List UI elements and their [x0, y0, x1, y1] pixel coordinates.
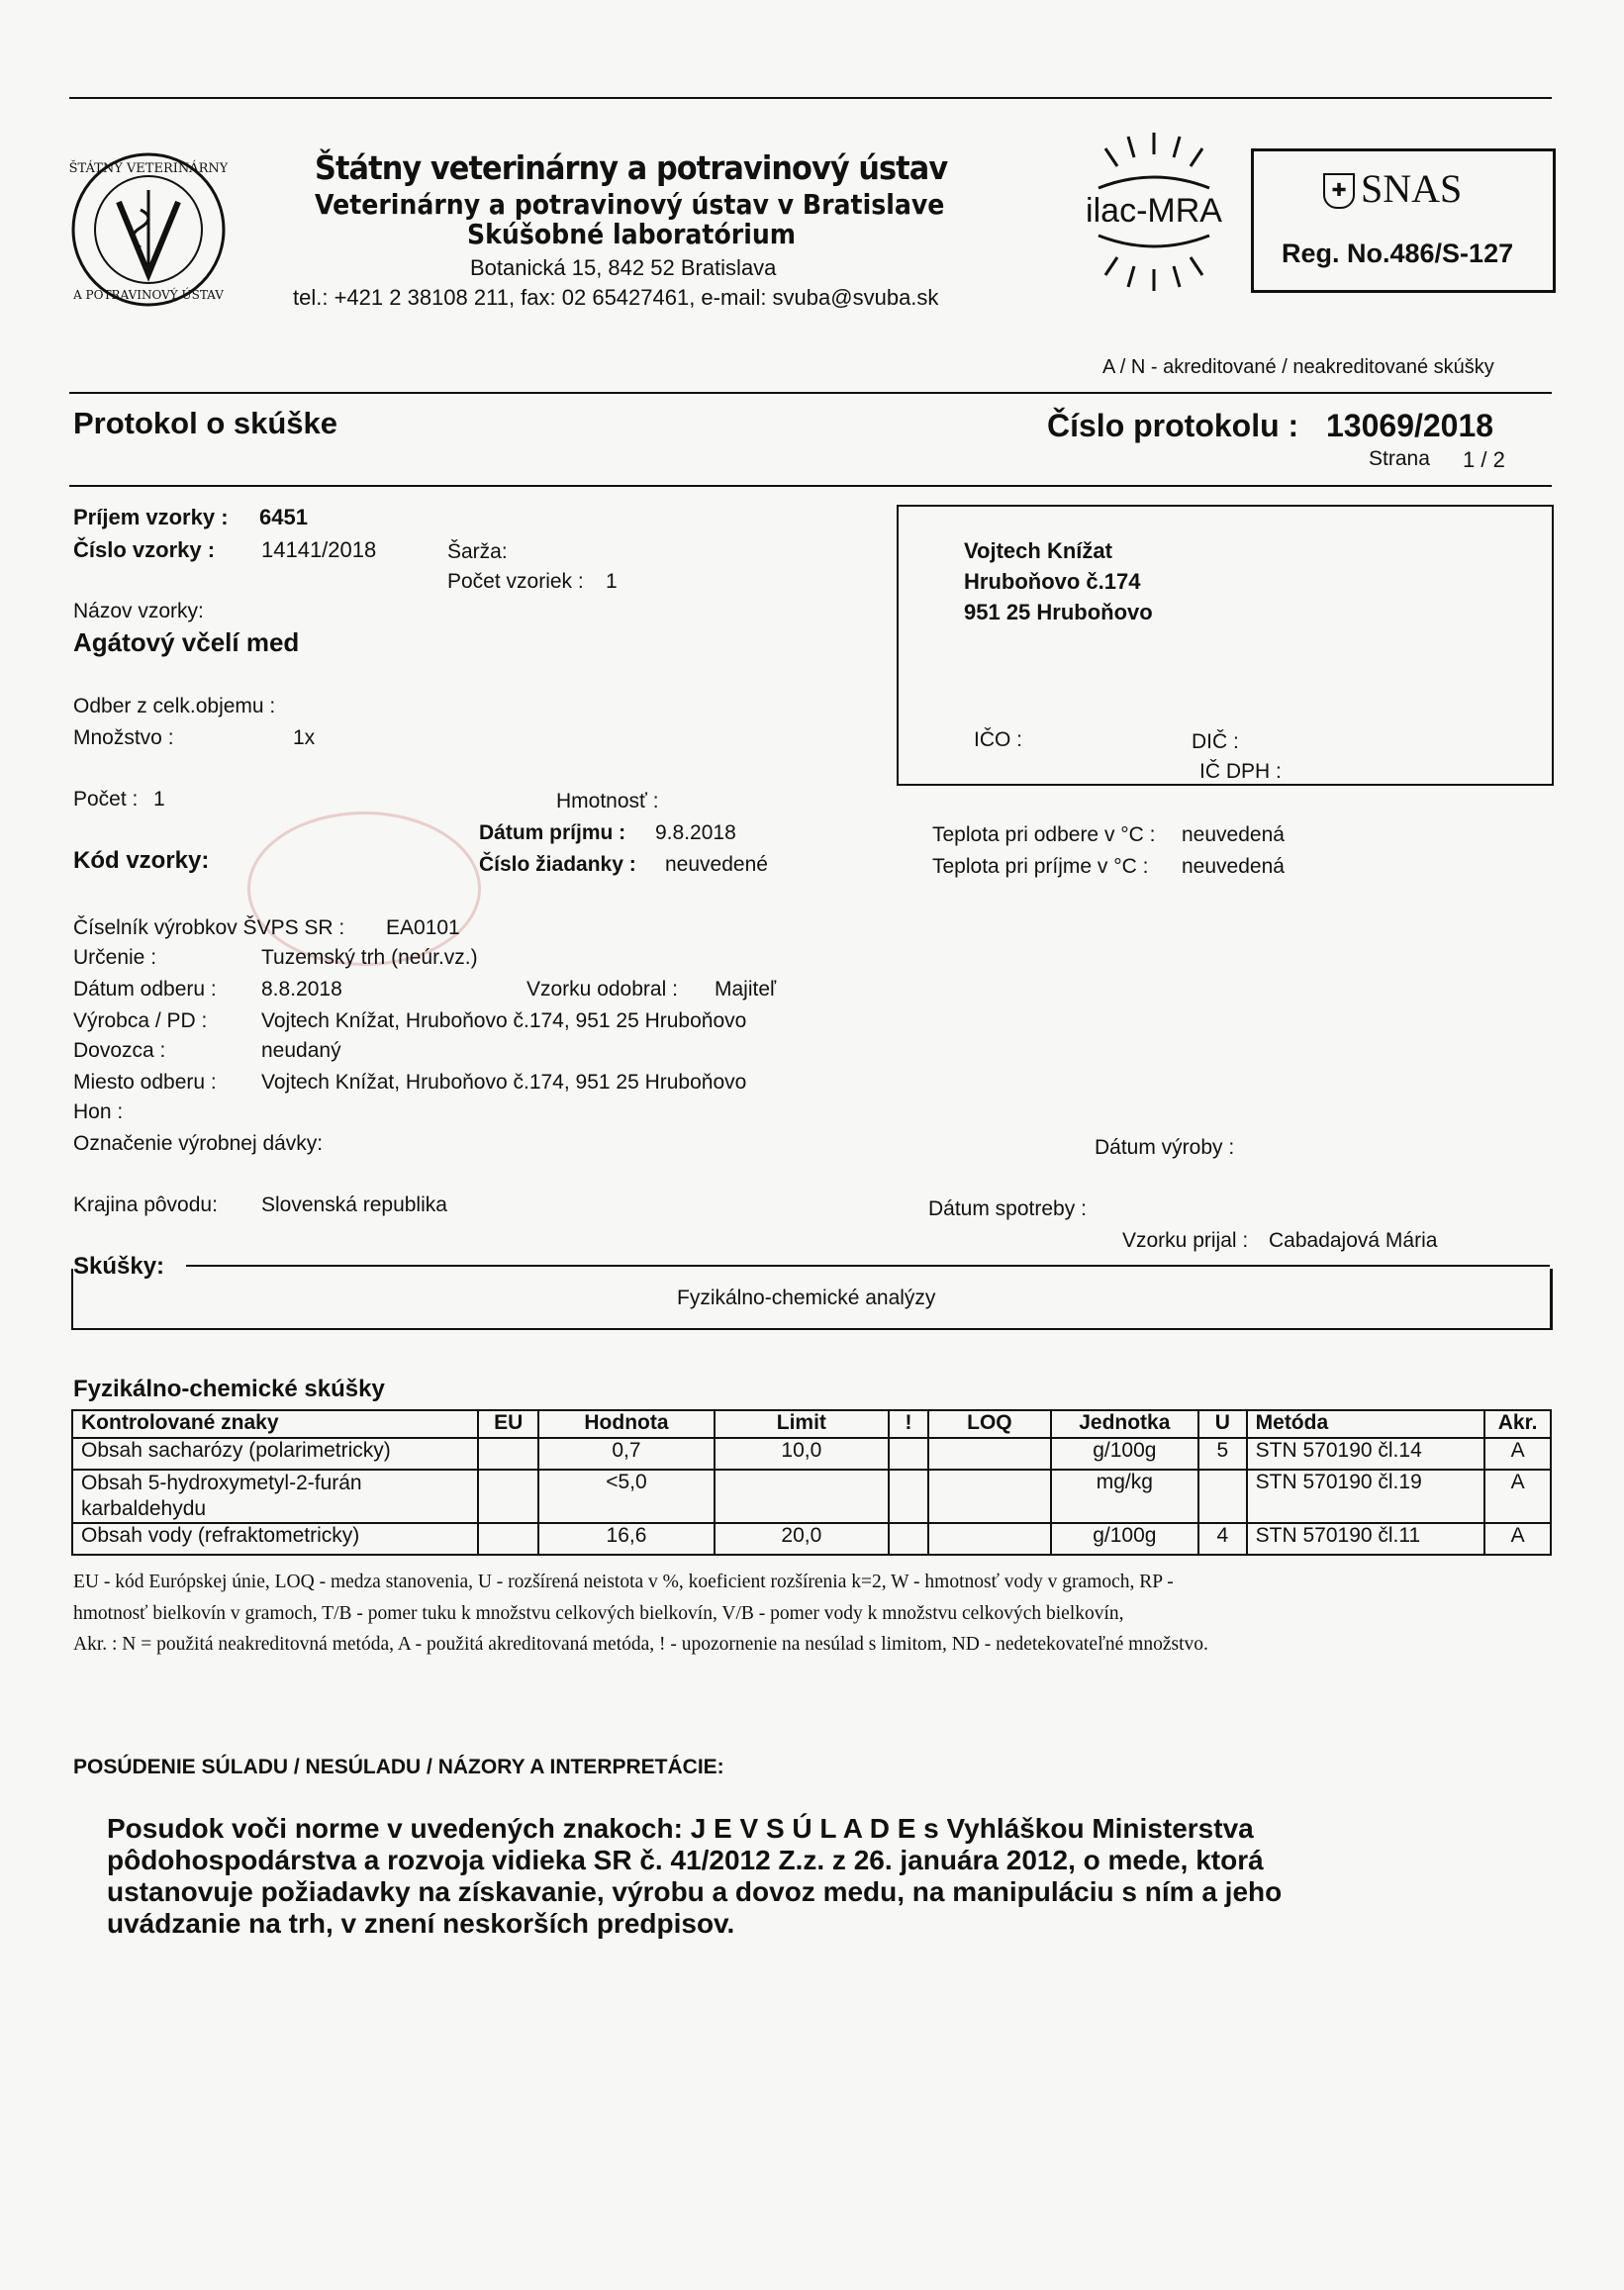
cell-unit: g/100g	[1051, 1523, 1199, 1555]
place-value: Vojtech Knížat, Hruboňovo č.174, 951 25 Hruboňovo	[261, 1071, 747, 1094]
cell-loq	[928, 1470, 1050, 1523]
quantity-value: 1x	[293, 726, 316, 749]
ilac-mra-logo	[1069, 127, 1239, 297]
cell-akr: A	[1484, 1470, 1551, 1523]
org-branch: Veterinárny a potravinový ústav v Bratislave	[315, 188, 945, 221]
table-row	[72, 1470, 1551, 1523]
tests-label: Skúšky:	[73, 1253, 165, 1280]
cell-name: Obsah sacharózy (polarimetricky)	[72, 1438, 478, 1470]
rule-2	[69, 392, 1552, 394]
cell-akr: A	[1484, 1523, 1551, 1555]
assessment-line-4: uvádzanie na trh, v znení neskorších predpisov.	[107, 1908, 735, 1939]
cell-eu	[478, 1438, 538, 1470]
request-label: Číslo žiadanky :	[479, 853, 636, 876]
ico-label: IČO :	[974, 728, 1023, 751]
cell-limit	[715, 1470, 889, 1523]
production-date-label: Dátum výroby :	[1095, 1136, 1235, 1159]
snas-emblem-icon: ✚	[1323, 173, 1355, 209]
dic-label: DIČ :	[1192, 730, 1239, 753]
collected-by-label: Vzorku odobral :	[526, 978, 678, 1001]
snas-reg-no: Reg. No.486/S-127	[1282, 239, 1514, 268]
cell-unit: mg/kg	[1051, 1470, 1199, 1523]
logo-text-top: ŠTÁTNY VETERINÁRNY	[69, 161, 228, 176]
temp-receive-value: neuvedená	[1182, 855, 1285, 878]
page-number: 1 / 2	[1463, 447, 1505, 472]
date-collected: 8.8.2018	[261, 978, 342, 1001]
date-received-label: Dátum príjmu :	[479, 821, 626, 844]
cell-limit: 20,0	[715, 1523, 889, 1555]
cell-unit: g/100g	[1051, 1438, 1199, 1470]
col-header: Kontrolované znaky	[72, 1410, 478, 1438]
tests-box	[71, 1269, 1553, 1330]
accreditation-note: A / N - akreditované / neakreditované skúšky	[1102, 356, 1494, 378]
count-samples-value: 1	[606, 570, 618, 593]
received-by-label: Vzorku prijal :	[1122, 1229, 1249, 1252]
col-header: Metóda	[1247, 1410, 1485, 1438]
cell-eu	[478, 1470, 538, 1523]
cell-u	[1198, 1470, 1247, 1523]
rule-3	[69, 485, 1552, 487]
country-value: Slovenská republika	[261, 1193, 447, 1216]
cell-u: 4	[1198, 1523, 1247, 1555]
org-address: Botanická 15, 842 52 Bratislava	[470, 255, 777, 280]
cell-name: Obsah 5-hydroxymetyl-2-furán karbaldehydu	[72, 1470, 478, 1523]
count-value: 1	[153, 788, 165, 811]
batch-mark-label: Označenie výrobnej dávky:	[73, 1132, 324, 1155]
temp-receive-label: Teplota pri príjme v °C :	[932, 855, 1149, 878]
assessment-line-1: Posudok voči norme v uvedených znakoch: J E V S Ú L A D E s Vyhláškou Ministerstva	[107, 1813, 1254, 1844]
sample-number-label: Číslo vzorky :	[73, 537, 216, 562]
customer-city: 951 25 Hruboňovo	[964, 600, 1153, 624]
protocol-number-label: Číslo protokolu :	[1047, 408, 1299, 443]
col-header: Jednotka	[1051, 1410, 1199, 1438]
receipt-label: Príjem vzorky :	[73, 505, 229, 529]
logo-text-bottom: A POTRAVINOVÝ ÚSTAV	[73, 288, 224, 302]
ilac-text: ilac-MRA	[1086, 192, 1222, 230]
sample-number: 14141/2018	[261, 537, 377, 562]
catalog-label: Číselník výrobkov ŠVPS SR :	[73, 916, 345, 939]
assessment-heading: POSÚDENIE SÚLADU / NESÚLADU / NÁZORY A INTERPRETÁCIE:	[73, 1756, 724, 1778]
cell-method: STN 570190 čl.19	[1247, 1470, 1485, 1523]
org-contact: tel.: +421 2 38108 211, fax: 02 65427461, e-mail: svuba@svuba.sk	[293, 285, 939, 310]
cell-value: <5,0	[538, 1470, 715, 1523]
code-label: Kód vzorky:	[73, 847, 210, 874]
section-title: Fyzikálno-chemické skúšky	[73, 1376, 385, 1402]
table-row	[72, 1438, 1551, 1470]
importer-value: neudaný	[261, 1039, 341, 1062]
date-received: 9.8.2018	[655, 821, 736, 844]
country-label: Krajina pôvodu:	[73, 1193, 218, 1216]
weight-label: Hmotnosť :	[556, 790, 659, 812]
org-name: Štátny veterinárny a potravinový ústav	[315, 148, 948, 187]
receipt-value: 6451	[259, 505, 308, 529]
assessment-line-3: ustanovuje požiadavky na získavanie, výrobu a dovoz medu, na manipuláciu s ním a jeho	[107, 1876, 1283, 1907]
col-header: LOQ	[928, 1410, 1050, 1438]
importer-label: Dovozca :	[73, 1039, 166, 1062]
catalog-value: EA0101	[386, 916, 460, 939]
received-by: Cabadajová Mária	[1269, 1229, 1438, 1252]
col-header: Limit	[715, 1410, 889, 1438]
col-header: U	[1198, 1410, 1247, 1438]
footnote-3: Akr. : N = použitá neakreditovná metóda, A - použitá akreditovaná metóda, ! - upozornenie na nesúlad s limitom, ND - nedetekovateľné množstvo.	[73, 1634, 1208, 1655]
expiry-label: Dátum spotreby :	[928, 1197, 1087, 1220]
cell-flag	[889, 1470, 928, 1523]
footnote-2: hmotnosť bielkovín v gramoch, T/B - pomer tuku k množstvu celkových bielkovín, V/B - pomer vody k množstvu celkových bielkovín,	[73, 1603, 1124, 1624]
customer-box	[897, 505, 1554, 786]
snas-text: SNAS	[1361, 166, 1463, 211]
col-header: !	[889, 1410, 928, 1438]
count-label: Počet :	[73, 788, 139, 811]
sample-name: Agátový včelí med	[73, 627, 300, 657]
cell-name: Obsah vody (refraktometricky)	[72, 1523, 478, 1555]
org-lab: Skúšobné laboratórium	[467, 218, 797, 250]
bleed-stamp	[247, 811, 481, 966]
cell-u: 5	[1198, 1438, 1247, 1470]
protocol-number: 13069/2018	[1326, 408, 1494, 443]
icdph-label: IČ DPH :	[1199, 760, 1282, 783]
temp-collect-label: Teplota pri odbere v °C :	[932, 823, 1156, 846]
customer-name: Vojtech Knížat	[964, 538, 1112, 563]
col-header: Akr.	[1484, 1410, 1551, 1438]
cell-value: 0,7	[538, 1438, 715, 1470]
results-table	[71, 1409, 1552, 1556]
tests-rule	[186, 1265, 1550, 1267]
protocol-title: Protokol o skúške	[73, 406, 338, 440]
footnote-1: EU - kód Európskej únie, LOQ - medza stanovenia, U - rozšírená neistota v %, koeficient rozšírenia k=2, W - hmotnosť vody v gramoch, RP -	[73, 1572, 1174, 1592]
place-label: Miesto odberu :	[73, 1071, 217, 1094]
customer-street: Hruboňovo č.174	[964, 569, 1141, 594]
tests-box-text: Fyzikálno-chemické analýzy	[677, 1287, 936, 1309]
snas-box	[1251, 148, 1556, 293]
odber-label: Odber z celk.objemu :	[73, 695, 276, 717]
producer-label: Výrobca / PD :	[73, 1009, 208, 1032]
table-row	[72, 1523, 1551, 1555]
cell-method: STN 570190 čl.14	[1247, 1438, 1485, 1470]
count-samples-label: Počet vzoriek :	[447, 570, 584, 593]
request-value: neuvedené	[665, 853, 768, 876]
cell-limit: 10,0	[715, 1438, 889, 1470]
collected-by: Majiteľ	[715, 978, 777, 1001]
top-rule	[69, 97, 1552, 99]
temp-collect-value: neuvedená	[1182, 823, 1285, 846]
assessment-line-2: pôdohospodárstva a rozvoja vidieka SR č. 41/2012 Z.z. z 26. januára 2012, o mede, ktorá	[107, 1845, 1264, 1875]
date-collected-label: Dátum odberu :	[73, 978, 217, 1001]
cell-value: 16,6	[538, 1523, 715, 1555]
purpose-value: Tuzemský trh (neúr.vz.)	[261, 946, 478, 969]
page-label: Strana	[1369, 447, 1430, 470]
cell-flag	[889, 1523, 928, 1555]
col-header: EU	[478, 1410, 538, 1438]
cell-loq	[928, 1438, 1050, 1470]
sample-name-label: Názov vzorky:	[73, 600, 204, 622]
cell-method: STN 570190 čl.11	[1247, 1523, 1485, 1555]
col-header: Hodnota	[538, 1410, 715, 1438]
institute-logo	[69, 150, 228, 309]
table-header-row	[72, 1410, 1551, 1438]
cell-eu	[478, 1523, 538, 1555]
hon-label: Hon :	[73, 1100, 124, 1123]
purpose-label: Určenie :	[73, 946, 157, 969]
quantity-label: Množstvo :	[73, 726, 174, 749]
cell-akr: A	[1484, 1438, 1551, 1470]
producer-value: Vojtech Knížat, Hruboňovo č.174, 951 25 Hruboňovo	[261, 1009, 747, 1032]
cell-loq	[928, 1523, 1050, 1555]
cell-flag	[889, 1438, 928, 1470]
batch-label: Šarža:	[447, 540, 508, 563]
